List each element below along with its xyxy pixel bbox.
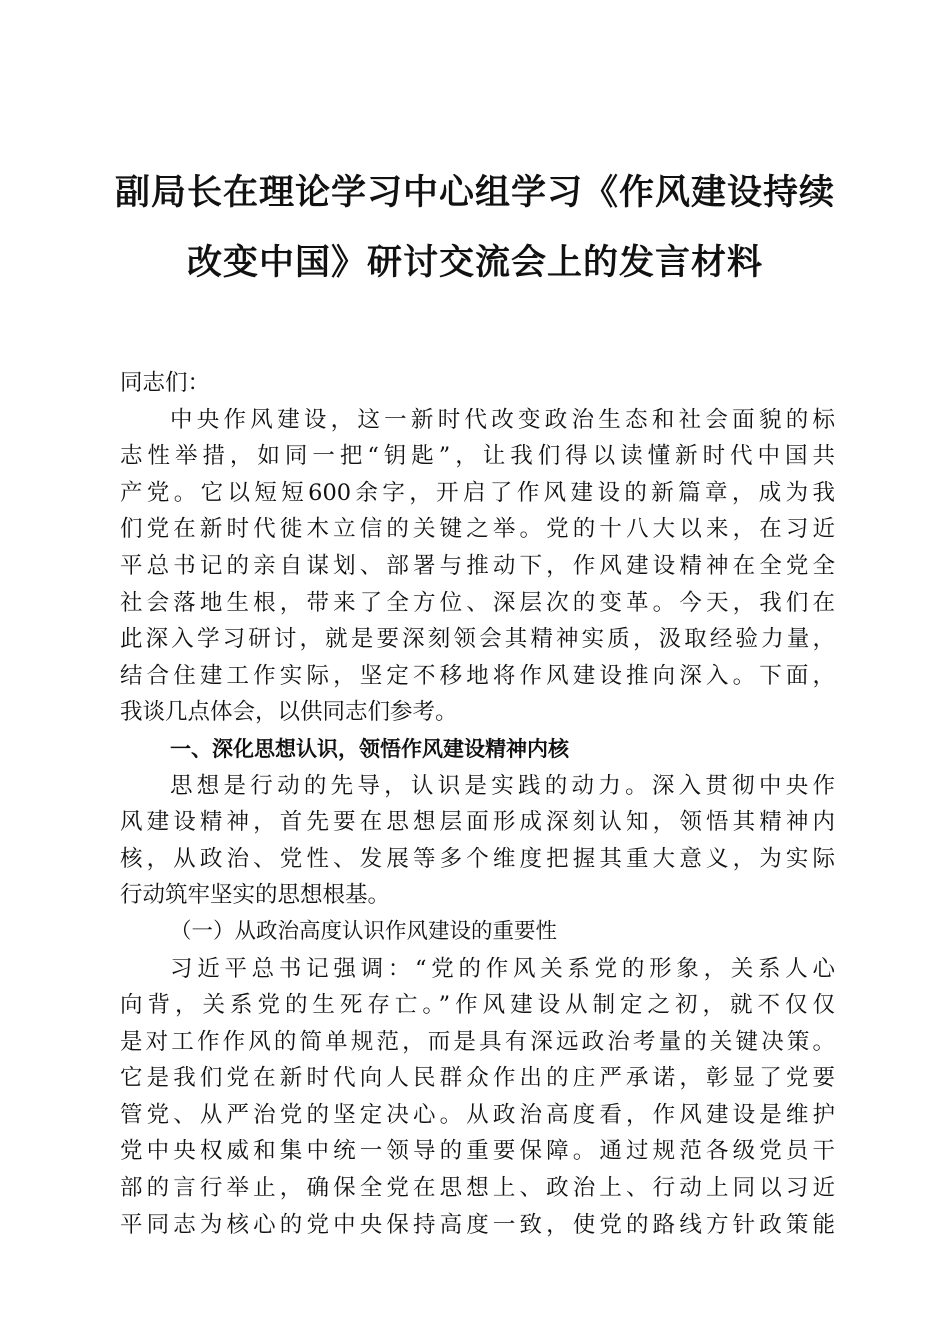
title-line-1: 副局长在理论学习中心组学习《作风建设持续 [114,173,835,213]
intro-line: 中央作风建设，这一新时代改变政治生态和社会面貌的标 [170,406,835,433]
subsection-1-line: 是对工作作风的简单规范，而是具有深远政治考量的关键决策。 [120,1028,835,1055]
subsection-1-line: 向背，关系党的生死存亡。”作风建设从制定之初，就不仅仅 [120,992,835,1019]
section-1-paragraph [120,768,835,914]
subsection-1-line: 党中央权威和集中统一领导的重要保障。通过规范各级党员干 [120,1138,835,1165]
intro-line: 此深入学习研讨，就是要深刻领会其精神实质，汲取经验力量， [120,626,835,653]
subsection-1-heading: （一）从政治高度认识作风建设的重要性 [170,918,558,944]
intro-line: 们党在新时代徙木立信的关键之举。党的十八大以来，在习近 [120,516,835,543]
intro-line: 结合住建工作实际，坚定不移地将作风建设推向深入。下面， [120,662,835,689]
intro-line: 产党。它以短短600余字，开启了作风建设的新篇章，成为我 [120,479,835,506]
salutation: 同志们： [120,370,211,396]
title-line-2: 改变中国》研讨交流会上的发言材料 [186,243,763,283]
subsection-1-line: 平同志为核心的党中央保持高度一致，使党的路线方针政策能 [120,1211,835,1238]
section-1-line: 行动筑牢坚实的思想根基。 [120,882,391,909]
section-1-heading: 一、深化思想认识，领悟作风建设精神内核 [170,736,569,761]
intro-paragraph [120,402,835,731]
document-body [120,365,835,1243]
subsection-1-paragraph [120,951,835,1244]
section-1-line: 风建设精神，首先要在思想层面形成深刻认知，领悟其精神内 [120,809,835,836]
subsection-1-line: 管党、从严治党的坚定决心。从政治高度看，作风建设是维护 [120,1101,835,1128]
intro-line: 我谈几点体会，以供同志们参考。 [120,699,458,726]
subsection-1-line: 部的言行举止，确保全党在思想上、政治上、行动上同以习近 [120,1175,835,1202]
intro-line: 社会落地生根，带来了全方位、深层次的变革。今天，我们在 [120,589,835,616]
subsection-1-line: 习近平总书记强调：“党的作风关系党的形象，关系人心 [170,955,835,982]
section-1-line: 核，从政治、党性、发展等多个维度把握其重大意义，为实际 [120,845,835,872]
intro-line: 平总书记的亲自谋划、部署与推动下，作风建设精神在全党全 [120,552,835,579]
document-title [100,158,850,298]
subsection-1-line: 它是我们党在新时代向人民群众作出的庄严承诺，彰显了党要 [120,1065,835,1092]
section-1-line: 思想是行动的先导，认识是实践的动力。深入贯彻中央作 [170,772,835,799]
intro-line: 志性举措，如同一把“钥匙”，让我们得以读懂新时代中国共 [120,443,835,470]
